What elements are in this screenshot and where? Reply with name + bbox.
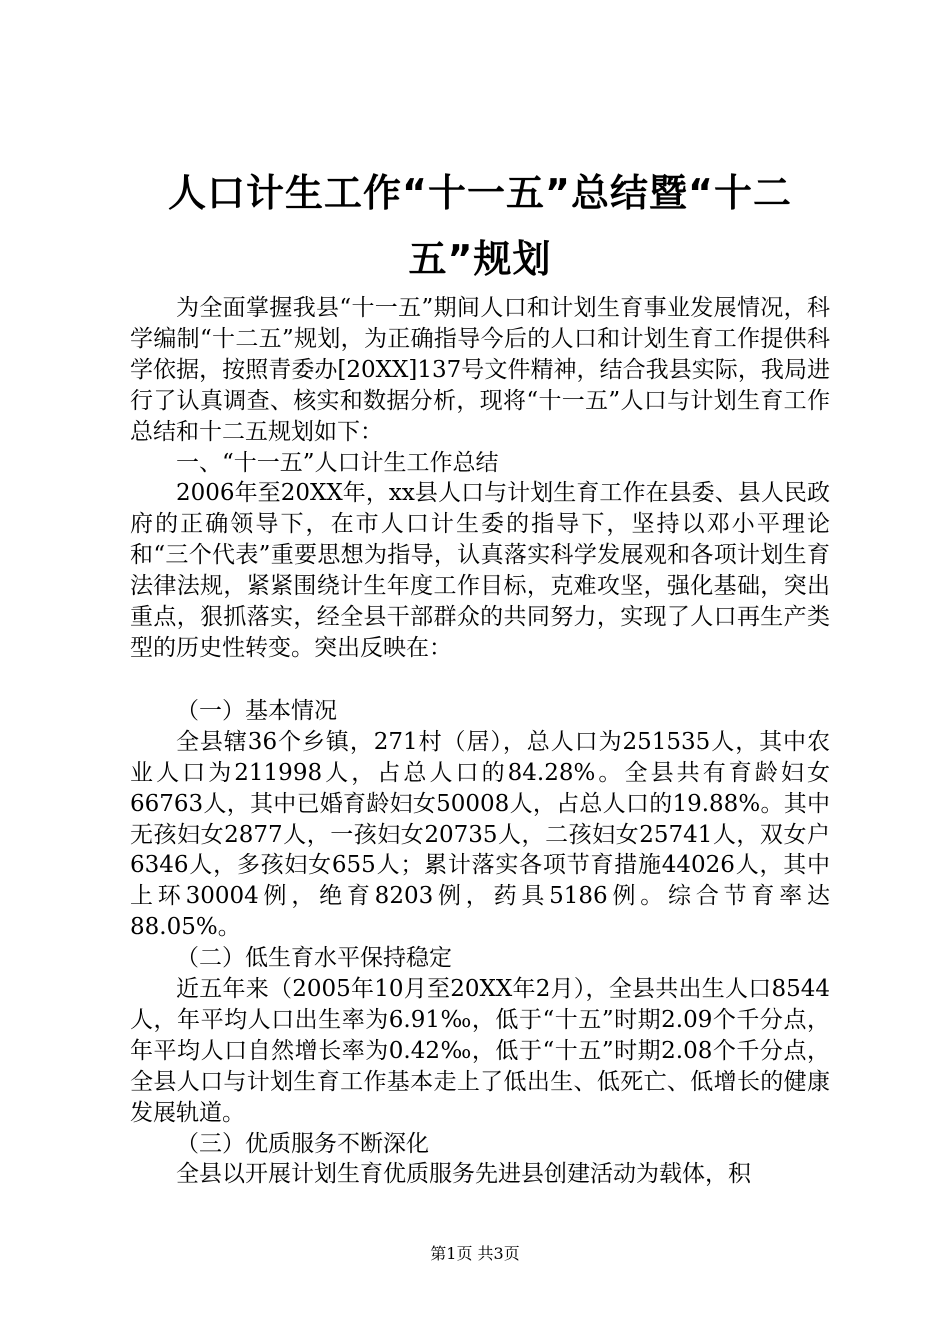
- basic-situation-paragraph: 全县辖36个乡镇，271村（居），总人口为251535人，其中农业人口为211998人，占总人口的84.28%。全县共有育龄妇女66763人，其中已婚育龄妇女50008人，占总人口的19.88%。其中无孩妇女2877人，一孩妇女20735人，二孩妇女25741人，双女户6346人，多孩妇女655人；累计落实各项节育措施44026人，其中上环30004例，绝育8203例，药具5186例。综合节育率达88.05%。: [130, 728, 830, 941]
- summary-paragraph: 2006年至20XX年，xx县人口与计划生育工作在县委、县人民政府的正确领导下，在市人口计生委的指导下，坚持以邓小平理论和“三个代表”重要思想为指导，认真落实科学发展观和各项计划生育法律法规，紧紧围绕计生年度工作目标，克难攻坚，强化基础，突出重点，狠抓落实，经全县干部群众的共同努力，实现了人口再生产类型的历史性转变。突出反映在：: [130, 480, 830, 661]
- document-title: 人口计生工作“十一五”总结暨“十二五”规划: [168, 171, 792, 281]
- subsection-heading-basic: （一）基本情况: [176, 697, 337, 724]
- subsection-heading-fertility: （二）低生育水平保持稳定: [176, 945, 452, 972]
- section-heading: 一、“十一五”人口计生工作总结: [176, 449, 499, 476]
- document-body: [130, 293, 830, 1190]
- page-footer: 第1页 共3页: [430, 1244, 520, 1263]
- fertility-paragraph: 近五年来（2005年10月至20XX年2月），全县共出生人口8544人，年平均人口出生率为6.91‰，低于“十五”时期2.09个千分点，年平均人口自然增长率为0.42‰，低于“十五”时期2.08个千分点，全县人口与计划生育工作基本走上了低出生、低死亡、低增长的健康发展轨道。: [130, 976, 830, 1126]
- service-paragraph: 全县以开展计划生育优质服务先进县创建活动为载体，积: [176, 1161, 751, 1188]
- intro-paragraph: 为全面掌握我县“十一五”期间人口和计划生育事业发展情况，科学编制“十二五”规划，为正确指导今后的人口和计划生育工作提供科学依据，按照青委办[20XX]137号文件精神，结合我县实际，我局进行了认真调查、核实和数据分析，现将“十一五”人口与计划生育工作总结和十二五规划如下：: [130, 295, 830, 445]
- subsection-heading-service: （三）优质服务不断深化: [176, 1130, 429, 1157]
